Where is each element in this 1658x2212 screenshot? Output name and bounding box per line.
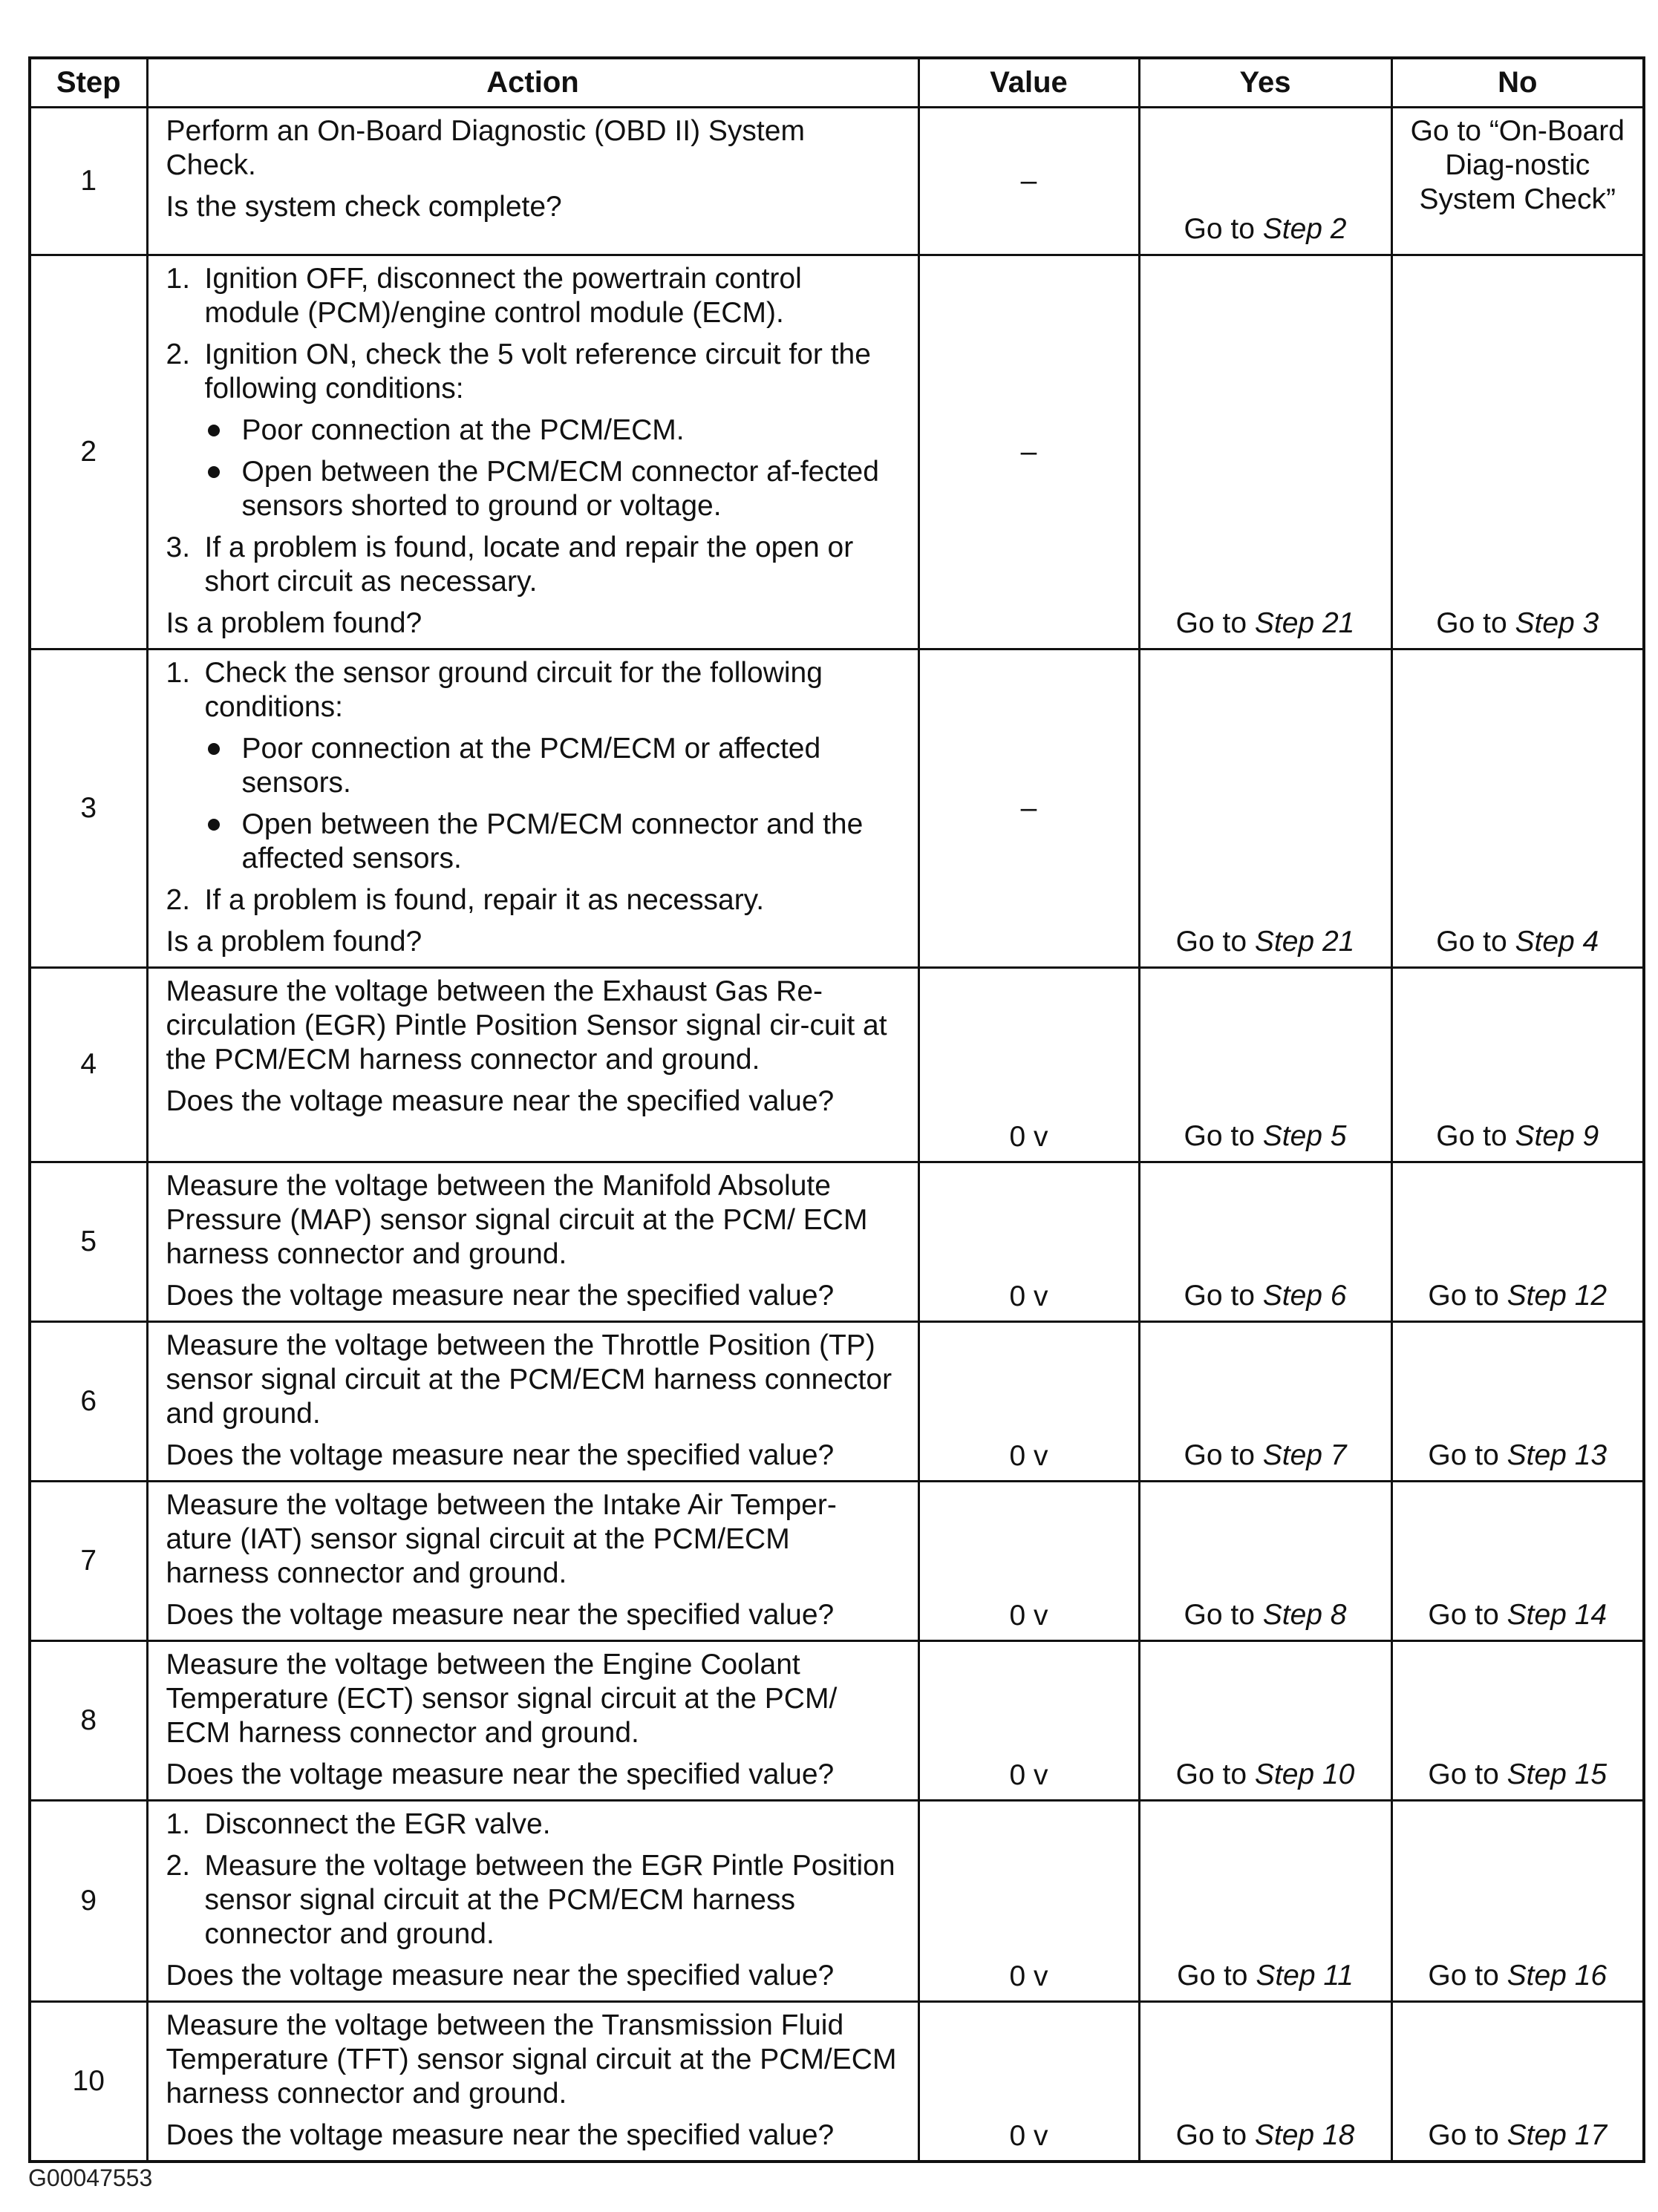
action-bullet-text: Poor connection at the PCM/ECM. [241,413,685,446]
action-text: Measure the voltage between the Engine Coolant Temperature (ECT) sensor signal circuit at the PCM/ ECM harness connector and ground. [166,1648,838,1749]
yes-prefix: Go to [1175,2118,1255,2151]
yes-step-ref: Step 2 [1262,212,1347,245]
no-prefix: Go to [1428,2118,1507,2151]
yes-step-ref: Step 18 [1254,2118,1355,2151]
no-prefix: Go to [1428,1439,1507,1471]
action-question: Does the voltage measure near the specified value? [166,1084,835,1117]
action-question: Does the voltage measure near the specified value? [166,1758,835,1790]
action-question: Is a problem found? [166,606,422,639]
action-question: Does the voltage measure near the specified value? [166,1959,835,1992]
table-row [30,1640,1644,1800]
value-cell: – [918,107,1139,255]
action-bullet-text: Open between the PCM/ECM connector af-fected sensors shorted to ground or voltage. [241,455,879,522]
action-text: Measure the voltage between the Transmission Fluid Temperature (TFT) sensor signal circuit at the PCM/ECM harness connector and ground. [166,2009,897,2110]
action-question: Does the voltage measure near the specified value? [166,1598,835,1631]
step-number: 10 [30,2001,147,2162]
no-cell [1391,649,1644,967]
table-row [30,1800,1644,2001]
action-item: 2. Measure the voltage between the EGR Pintle Position sensor signal circuit at the PCM/ECM harness connector and ground. [166,1849,895,1950]
no-step-ref: Step 9 [1515,1119,1599,1152]
header-no: No [1391,58,1644,107]
bullet-icon [208,425,220,436]
no-cell [1391,1162,1644,1321]
yes-prefix: Go to [1175,606,1255,639]
yes-cell [1139,649,1391,967]
action-item-text: Ignition OFF, disconnect the powertrain control module (PCM)/engine control module (ECM). [204,262,802,329]
yes-cell [1139,1481,1391,1640]
action-bullet-text: Open between the PCM/ECM connector and the affected sensors. [241,808,864,874]
no-cell [1391,1481,1644,1640]
no-prefix: Go to [1428,1598,1507,1631]
action-cell [147,1800,918,2001]
action-text: Measure the voltage between the Intake Air Temper-ature (IAT) sensor signal circuit at the PCM/ECM harness connector and ground. [166,1488,837,1589]
step-number: 8 [30,1640,147,1800]
yes-step-ref: Step 10 [1254,1758,1355,1790]
step-number: 9 [30,1800,147,2001]
header-value: Value [918,58,1139,107]
action-question: Does the voltage measure near the specified value? [166,2118,835,2151]
action-item-text: Check the sensor ground circuit for the following conditions: [204,656,823,723]
step-number: 2 [30,255,147,649]
action-item: 1. Ignition OFF, disconnect the powertrain control module (PCM)/engine control module (ECM). [166,262,802,329]
action-cell [147,107,918,255]
bullet-icon [208,743,220,755]
table-row [30,1481,1644,1640]
yes-cell [1139,1321,1391,1481]
action-cell [147,1481,918,1640]
action-item: 1. Disconnect the EGR valve. [166,1807,551,1840]
no-cell [1391,1321,1644,1481]
no-prefix: Go to [1436,925,1515,958]
no-step-ref: Step 3 [1515,606,1599,639]
table-row [30,1321,1644,1481]
no-prefix: Go to [1436,606,1515,639]
header-step: Step [30,58,147,107]
table-row [30,107,1644,255]
table-row [30,1162,1644,1321]
no-step-ref: Step 13 [1507,1439,1608,1471]
step-number: 6 [30,1321,147,1481]
no-cell [1391,967,1644,1162]
action-cell [147,1640,918,1800]
diagnostic-table [28,56,1645,2163]
yes-prefix: Go to [1175,925,1255,958]
action-cell [147,2001,918,2162]
yes-cell [1139,107,1391,255]
step-number: 3 [30,649,147,967]
action-text: Measure the voltage between the Exhaust Gas Re-circulation (EGR) Pintle Position Sensor signal cir-cuit at the PCM/ECM harness connector and ground. [166,975,887,1076]
yes-step-ref: Step 11 [1256,1959,1354,1992]
action-item-text: Measure the voltage between the EGR Pintle Position sensor signal circuit at the PCM/ECM harness connector and ground. [204,1849,895,1950]
action-bullet-text: Poor connection at the PCM/ECM or affected sensors. [241,732,821,799]
yes-cell [1139,967,1391,1162]
yes-prefix: Go to [1184,1598,1263,1631]
yes-cell [1139,1640,1391,1800]
yes-prefix: Go to [1184,212,1263,245]
action-item: 2. If a problem is found, repair it as necessary. [166,883,765,916]
header-action: Action [147,58,918,107]
action-cell [147,649,918,967]
yes-step-ref: Step 6 [1262,1279,1347,1312]
bullet-icon [208,466,220,478]
no-step-ref: Step 14 [1507,1598,1608,1631]
action-item: 3. If a problem is found, locate and repair the open or short circuit as necessary. [166,531,854,598]
no-cell [1391,1640,1644,1800]
yes-cell [1139,1800,1391,2001]
action-question: Is a problem found? [166,925,422,958]
action-cell [147,1321,918,1481]
no-cell: Go to “On-Board Diag-nostic System Check” [1391,107,1644,255]
action-bullet [166,732,900,800]
action-item-text: Disconnect the EGR valve. [204,1807,551,1840]
table-row [30,255,1644,649]
value-cell: 0 v [918,1481,1139,1640]
table-row [30,2001,1644,2162]
no-step-ref: Step 17 [1507,2118,1608,2151]
no-step-ref: Step 16 [1507,1959,1608,1992]
value-cell: 0 v [918,1162,1139,1321]
header-yes: Yes [1139,58,1391,107]
yes-prefix: Go to [1177,1959,1256,1992]
action-question: Is the system check complete? [166,190,562,223]
value-cell: – [918,649,1139,967]
yes-cell [1139,1162,1391,1321]
value-cell: 0 v [918,2001,1139,2162]
action-item-text: Ignition ON, check the 5 volt reference circuit for the following conditions: [204,338,871,405]
table-row [30,967,1644,1162]
action-text: Measure the voltage between the Manifold Absolute Pressure (MAP) sensor signal circuit at the PCM/ ECM harness connector and ground. [166,1169,868,1270]
no-prefix: Go to [1436,1119,1515,1152]
yes-prefix: Go to [1184,1119,1263,1152]
yes-prefix: Go to [1184,1439,1263,1471]
figure-id: G00047553 [28,2164,153,2191]
header-row [30,58,1644,107]
action-text: Measure the voltage between the Throttle Position (TP) sensor signal circuit at the PCM/ECM harness connector and ground. [166,1329,892,1430]
no-cell [1391,255,1644,649]
action-cell [147,255,918,649]
yes-cell [1139,2001,1391,2162]
action-cell [147,967,918,1162]
action-bullet [166,808,900,876]
value-cell: 0 v [918,1800,1139,2001]
yes-step-ref: Step 7 [1262,1439,1347,1471]
value-cell: 0 v [918,1640,1139,1800]
no-step-ref: Step 4 [1515,925,1599,958]
action-item-text: If a problem is found, locate and repair the open or short circuit as necessary. [204,531,854,598]
yes-step-ref: Step 8 [1262,1598,1347,1631]
step-number: 1 [30,107,147,255]
step-number: 5 [30,1162,147,1321]
no-prefix: Go to [1428,1758,1507,1790]
action-cell [147,1162,918,1321]
yes-step-ref: Step 5 [1262,1119,1347,1152]
action-bullet [166,455,900,523]
no-step-ref: Step 12 [1507,1279,1608,1312]
yes-prefix: Go to [1184,1279,1263,1312]
action-text: Perform an On-Board Diagnostic (OBD II) System Check. [166,114,805,181]
no-prefix: Go to [1428,1959,1507,1992]
action-item-text: If a problem is found, repair it as necessary. [204,883,765,916]
no-cell [1391,2001,1644,2162]
bullet-icon [208,819,220,831]
value-cell: 0 v [918,1321,1139,1481]
no-prefix: Go to [1428,1279,1507,1312]
yes-step-ref: Step 21 [1254,606,1355,639]
no-cell [1391,1800,1644,2001]
yes-prefix: Go to [1175,1758,1255,1790]
action-question: Does the voltage measure near the specified value? [166,1279,835,1312]
action-item: 1. Check the sensor ground circuit for the following conditions: [166,656,823,723]
value-cell: 0 v [918,967,1139,1162]
step-number: 7 [30,1481,147,1640]
action-question: Does the voltage measure near the specified value? [166,1439,835,1471]
table-row [30,649,1644,967]
action-item: 2. Ignition ON, check the 5 volt reference circuit for the following conditions: [166,338,871,405]
yes-step-ref: Step 21 [1254,925,1355,958]
value-cell: – [918,255,1139,649]
no-step-ref: Step 15 [1507,1758,1608,1790]
yes-cell [1139,255,1391,649]
action-bullet [166,413,900,448]
step-number: 4 [30,967,147,1162]
